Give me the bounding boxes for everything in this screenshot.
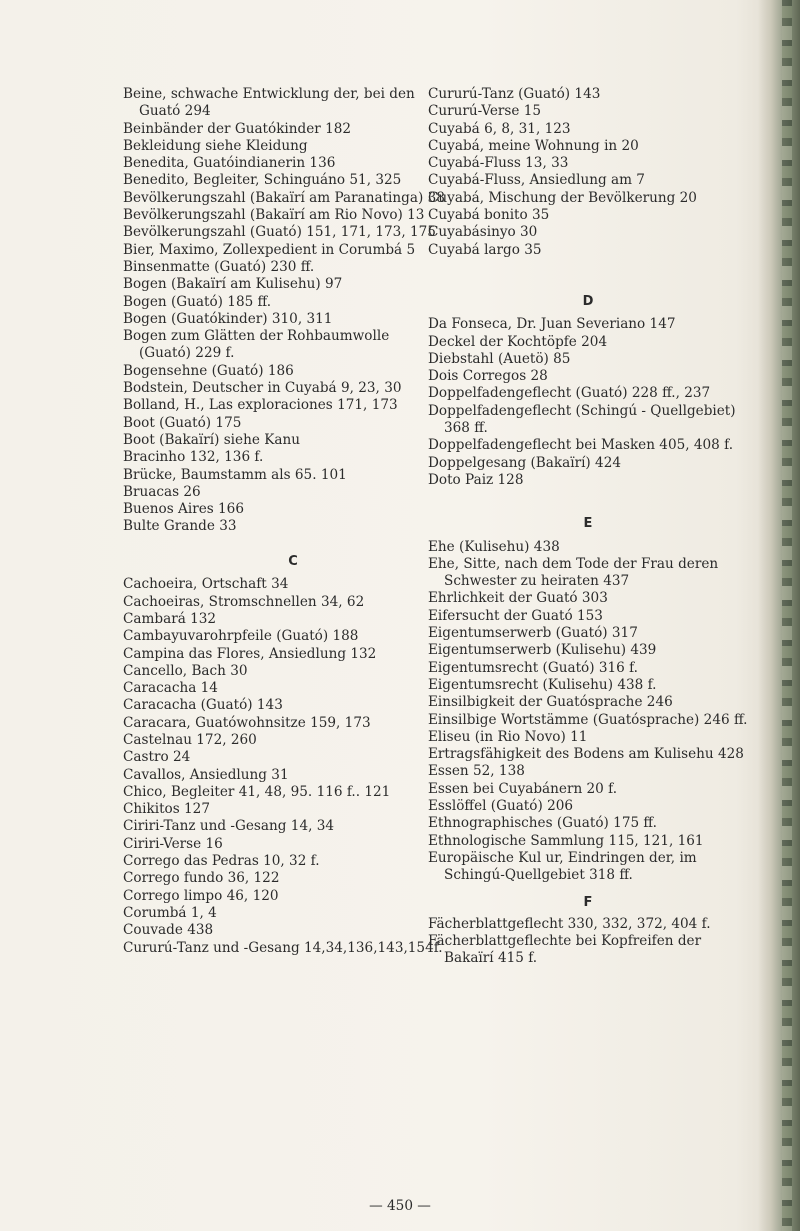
page-edge-shadow: [758, 0, 800, 1231]
index-entry: Doto Paiz 128: [428, 471, 524, 488]
index-entry: Diebstahl (Auetö) 85: [428, 350, 571, 367]
index-entry: Caracara, Guatówohnsitze 159, 173: [123, 714, 371, 731]
index-entry: Einsilbige Wortstämme (Guatósprache) 246 ff.: [428, 711, 748, 728]
index-entry: Bodstein, Deutscher in Cuyabá 9, 23, 30: [123, 380, 402, 397]
index-entry: Eliseu (in Rio Novo) 11: [428, 728, 588, 745]
index-group-c-continued: [428, 86, 748, 259]
index-entry: Beine, schwache Entwicklung der, bei den: [123, 86, 415, 102]
index-entry: Boot (Guató) 175: [123, 414, 242, 431]
index-entry: Cururú-Tanz und -Gesang 14,34,136,143,154f.: [123, 939, 443, 956]
index-group-e: [428, 539, 748, 885]
index-entry: 368 ff.: [444, 420, 488, 437]
index-entry: Ehrlichkeit der Guató 303: [428, 590, 608, 607]
index-entry: Cuyabá 6, 8, 31, 123: [428, 120, 571, 137]
index-entry: Guató 294: [139, 103, 211, 120]
index-entry: Brücke, Baumstamm als 65. 101: [123, 466, 347, 483]
index-group-b: [123, 86, 463, 536]
index-entry: (Guató) 229 f.: [139, 345, 235, 362]
index-entry: Eigentumserwerb (Kulisehu) 439: [428, 642, 657, 659]
index-letter-heading-c: C: [288, 554, 298, 570]
index-letter-heading-f: F: [583, 895, 593, 911]
index-entry: Bier, Maximo, Zollexpedient in Corumbá 5: [123, 241, 416, 258]
index-entry: Cuyabá-Fluss 13, 33: [428, 155, 569, 172]
index-entry: Bruacas 26: [123, 483, 201, 500]
index-entry: Cuyabá bonito 35: [428, 207, 550, 224]
index-entry: Cuyabásinyo 30: [428, 224, 538, 241]
index-entry: Cancello, Bach 30: [123, 662, 248, 679]
index-entry: Eigentumsrecht (Guató) 316 f.: [428, 659, 638, 676]
index-entry: Ethnologische Sammlung 115, 121, 161: [428, 832, 704, 849]
index-entry: Einsilbigkeit der Guatósprache 246: [428, 694, 673, 711]
index-entry: Caracacha 14: [123, 680, 218, 697]
index-entry: Schwester zu heiraten 437: [444, 573, 630, 590]
index-column-left: [123, 86, 463, 957]
index-entry: Corrego das Pedras 10, 32 f.: [123, 853, 320, 870]
page-edge-texture: [782, 0, 792, 1231]
index-entry: Eifersucht der Guató 153: [428, 607, 603, 624]
index-entry: Cambará 132: [123, 610, 217, 627]
index-entry: Esslöffel (Guató) 206: [428, 797, 574, 814]
index-entry: Benedita, Guatóindianerin 136: [123, 155, 336, 172]
index-entry: Bevölkerungszahl (Guató) 151, 171, 173, 175: [123, 224, 436, 241]
index-entry: Caracacha (Guató) 143: [123, 697, 283, 714]
index-letter-heading-d: D: [582, 293, 594, 309]
index-entry: Dois Corregos 28: [428, 368, 548, 385]
index-column-right: [428, 86, 748, 968]
index-entry: Bogen (Guatókinder) 310, 311: [123, 310, 333, 327]
index-entry: Binsenmatte (Guató) 230 ff.: [123, 258, 315, 275]
index-entry: Cururú-Tanz (Guató) 143: [428, 86, 601, 102]
index-entry: Bogen zum Glätten der Rohbaumwolle: [123, 328, 390, 345]
index-entry: Chikitos 127: [123, 801, 210, 818]
index-letter-heading-e: E: [583, 516, 593, 532]
index-entry: Deckel der Kochtöpfe 204: [428, 333, 608, 350]
index-entry: Bogen (Guató) 185 ff.: [123, 293, 272, 310]
index-entry: Ehe, Sitte, nach dem Tode der Frau deren: [428, 555, 719, 572]
index-entry: Bakaïrí 415 f.: [444, 950, 538, 967]
index-entry: Buenos Aires 166: [123, 501, 244, 518]
index-entry: Cuyabá largo 35: [428, 241, 542, 258]
index-entry: Corrego limpo 46, 120: [123, 887, 279, 904]
index-entry: Corumbá 1, 4: [123, 904, 217, 921]
index-group-f: [428, 916, 748, 968]
index-entry: Bolland, H., Las exploraciones 171, 173: [123, 397, 398, 414]
index-entry: Corrego fundo 36, 122: [123, 870, 280, 887]
index-group-c: [123, 576, 463, 957]
index-entry: Benedito, Begleiter, Schinguáno 51, 325: [123, 172, 402, 189]
index-entry: Cuyabá, meine Wohnung in 20: [428, 137, 639, 154]
index-entry: Cachoeira, Ortschaft 34: [123, 576, 289, 593]
index-entry: Cuyabá, Mischung der Bevölkerung 20: [428, 189, 697, 206]
index-entry: Couvade 438: [123, 922, 214, 939]
index-entry: Eigentumsrecht (Kulisehu) 438 f.: [428, 676, 657, 693]
index-entry: Bracinho 132, 136 f.: [123, 449, 264, 466]
index-entry: Bogen (Bakaïrí am Kulisehu) 97: [123, 276, 343, 293]
index-entry: Cachoeiras, Stromschnellen 34, 62: [123, 593, 365, 610]
index-entry: Da Fonseca, Dr. Juan Severiano 147: [428, 316, 676, 333]
index-entry: Ethnographisches (Guató) 175 ff.: [428, 815, 657, 832]
index-entry: Essen bei Cuyabánern 20 f.: [428, 780, 618, 797]
index-entry: Bulte Grande 33: [123, 518, 237, 535]
index-entry: Cambayuvarohrpfeile (Guató) 188: [123, 628, 359, 645]
index-entry: Chico, Begleiter 41, 48, 95. 116 f.. 121: [123, 783, 391, 800]
index-entry: Ciriri-Verse 16: [123, 835, 223, 852]
index-group-d: [428, 316, 748, 489]
index-entry: Castelnau 172, 260: [123, 731, 257, 748]
index-entry: Schingú-Quellgebiet 318 ff.: [444, 867, 633, 884]
index-entry: Beinbänder der Guatókinder 182: [123, 120, 352, 137]
index-entry: Campina das Flores, Ansiedlung 132: [123, 645, 377, 662]
index-entry: Ciriri-Tanz und -Gesang 14, 34: [123, 818, 335, 835]
index-entry: Fächerblattgeflecht 330, 332, 372, 404 f.: [428, 915, 711, 932]
index-entry: Cavallos, Ansiedlung 31: [123, 766, 289, 783]
index-entry: Ertragsfähigkeit des Bodens am Kulisehu 428: [428, 746, 744, 763]
index-entry: Boot (Bakaïrí) siehe Kanu: [123, 431, 300, 448]
index-entry: Bogensehne (Guató) 186: [123, 362, 294, 379]
index-entry: Bekleidung siehe Kleidung: [123, 137, 308, 154]
index-entry: Eigentumserwerb (Guató) 317: [428, 625, 638, 642]
index-entry: Doppelfadengeflecht (Guató) 228 ff., 237: [428, 385, 711, 402]
index-entry: Fächerblattgeflechte bei Kopfreifen der: [428, 933, 702, 950]
index-entry: Bevölkerungszahl (Bakaïrí am Rio Novo) 13: [123, 207, 425, 224]
index-entry: Europäische Kul ur, Eindringen der, im: [428, 849, 697, 866]
index-entry: Cuyabá-Fluss, Ansiedlung am 7: [428, 172, 645, 189]
index-entry: Doppelfadengeflecht bei Masken 405, 408 f.: [428, 437, 734, 454]
index-entry: Doppelgesang (Bakaïrí) 424: [428, 454, 621, 471]
index-entry: Bevölkerungszahl (Bakaïrí am Paranatinga) 38: [123, 189, 445, 206]
page-number: — 450 —: [369, 1198, 431, 1214]
index-entry: Cururú-Verse 15: [428, 103, 542, 120]
index-entry: Ehe (Kulisehu) 438: [428, 538, 560, 555]
index-entry: Essen 52, 138: [428, 763, 525, 780]
index-entry: Castro 24: [123, 749, 191, 766]
index-entry: Doppelfadengeflecht (Schingú - Quellgebiet): [428, 402, 736, 419]
